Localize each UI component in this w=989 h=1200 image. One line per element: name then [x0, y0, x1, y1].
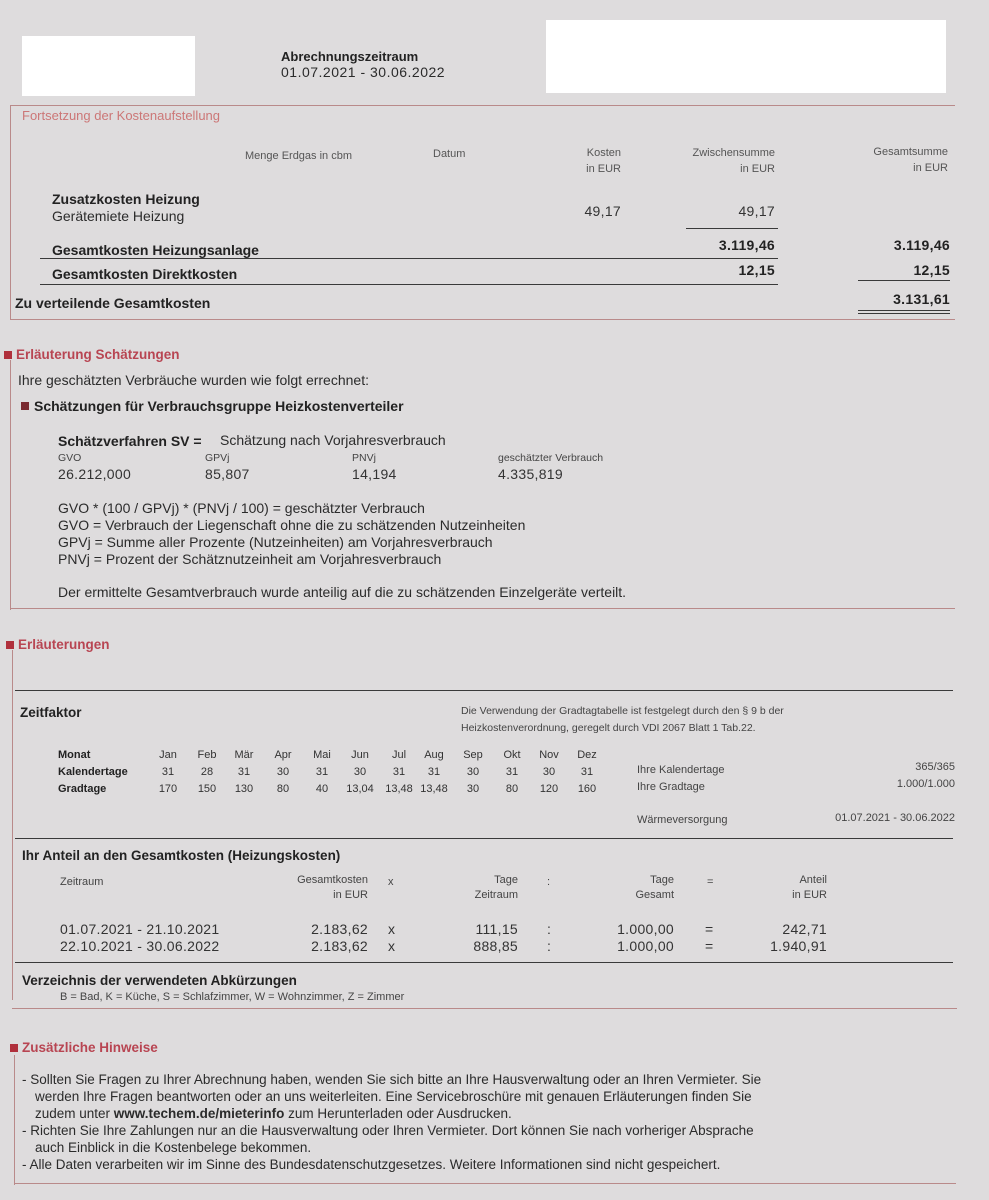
- month-cell: Sep: [463, 749, 483, 761]
- col-gesamtsumme-line2: in EUR: [913, 162, 948, 174]
- row-colon: :: [547, 938, 552, 954]
- ihre-kalendertage-label: Ihre Kalendertage: [637, 764, 725, 776]
- def-gvo: GVO = Verbrauch der Liegenschaft ohne die zu schätzenden Nutzeinheiten: [58, 517, 526, 533]
- col-tage-zeitraum: [430, 874, 518, 901]
- anteil-bottom-rule: [15, 962, 953, 963]
- techem-link[interactable]: www.techem.de/mieterinfo: [113, 1106, 285, 1121]
- schaetzungen-intro: Ihre geschätzten Verbräuche wurden wie folgt errechnet:: [18, 372, 369, 388]
- col-kosten-line2: in EUR: [586, 163, 621, 175]
- hinweise-line-3: [22, 1105, 761, 1122]
- costs-top-rule: [10, 105, 955, 106]
- gpvj-label: GPVj: [205, 452, 230, 464]
- direktkosten-rule: [40, 284, 778, 285]
- def-pnvj: PNVj = Prozent der Schätznutzeinheit am Vorjahresverbrauch: [58, 551, 442, 567]
- verteilend-gesamt: 3.131,61: [893, 291, 950, 307]
- zeitfaktor-title: Zeitfaktor: [20, 705, 82, 720]
- row-tage-gesamt: 1.000,00: [617, 938, 674, 954]
- period-value: 01.07.2021 - 30.06.2022: [281, 64, 446, 80]
- hinweise-body: [22, 1071, 761, 1173]
- waerme-value: 01.07.2021 - 30.06.2022: [835, 812, 955, 824]
- verteilend-double-rule-1: [858, 310, 950, 311]
- kalendertage-cell: 31: [315, 766, 329, 778]
- costs-left-rule: [10, 105, 11, 319]
- row-gradtage-label: Gradtage: [58, 783, 107, 795]
- col-gesamtsumme-line1: Gesamtsumme: [873, 146, 948, 158]
- abkuerzungen-title: Verzeichnis der verwendeten Abkürzungen: [22, 973, 297, 988]
- col-eq: =: [707, 876, 714, 888]
- month-cell: Jun: [351, 749, 369, 761]
- def-gpvj: GPVj = Summe aller Prozente (Nutzeinheiten) am Vorjahresverbrauch: [58, 534, 493, 550]
- month-cell: Apr: [274, 749, 292, 761]
- gvo-label: GVO: [58, 452, 82, 464]
- verteilend-label: Zu verteilende Gesamtkosten: [15, 295, 211, 311]
- row-eq: =: [705, 921, 714, 937]
- row-colon: :: [547, 921, 552, 937]
- geraetemiete-zwischen: 49,17: [738, 203, 775, 219]
- ihre-kalendertage-value: 365/365: [915, 761, 955, 773]
- col-tage-gesamt: [590, 874, 674, 901]
- redacted-sender-block: [546, 20, 946, 93]
- month-cell: Mai: [313, 749, 331, 761]
- hinweise-title: Zusätzliche Hinweise: [22, 1040, 158, 1055]
- gpvj-value: 85,807: [205, 466, 250, 482]
- gradtage-cell: 120: [539, 783, 559, 795]
- col-anteil-line2: in EUR: [792, 889, 827, 901]
- kalendertage-cell: 30: [276, 766, 290, 778]
- gradtage-cell: 150: [197, 783, 217, 795]
- anteil-title: Ihr Anteil an den Gesamtkosten (Heizungskosten): [22, 848, 341, 863]
- hinweise-bottom-rule: [14, 1183, 956, 1184]
- continuation-title: Fortsetzung der Kostenaufstellung: [22, 108, 221, 123]
- gradtage-cell: 160: [577, 783, 597, 795]
- row-gesamtkosten: 2.183,62: [311, 938, 368, 954]
- hinweise-line-5: auch Einblick in die Kostenbelege bekommen.: [35, 1140, 312, 1155]
- hinweise-line-3-pre: zudem unter: [35, 1106, 114, 1121]
- schaetzungen-title: Erläuterung Schätzungen: [16, 347, 180, 362]
- direktkosten-gesamt: 12,15: [913, 262, 950, 278]
- hinweise-left-rule: [14, 1055, 15, 1185]
- geraetemiete-kosten: 49,17: [584, 203, 621, 219]
- kalendertage-cell: 31: [505, 766, 519, 778]
- col-colon: :: [547, 876, 551, 888]
- heizungsanlage-gesamt: 3.119,46: [893, 237, 950, 253]
- row-anteil: 1.940,91: [770, 938, 827, 954]
- gradtage-cell: 40: [315, 783, 329, 795]
- hinweise-line-1: - Sollten Sie Fragen zu Ihrer Abrechnung haben, wenden Sie sich bitte an Ihre Hausverwaltung oder an Ihren Vermieter. Sie: [22, 1072, 762, 1087]
- col-datum: Datum: [433, 148, 466, 160]
- group-title: Schätzungen für Verbrauchsgruppe Heizkostenverteiler: [34, 398, 404, 414]
- pnvj-label: PNVj: [352, 452, 376, 464]
- gradtage-cell: 13,04: [346, 783, 374, 795]
- gvo-value: 26.212,000: [58, 466, 132, 482]
- kalendertage-cell: 31: [161, 766, 175, 778]
- month-cell: Mär: [234, 749, 254, 761]
- heizungsanlage-zwischen: 3.119,46: [718, 237, 775, 253]
- row-tage-zeitraum: 888,85: [473, 938, 518, 954]
- erlaeuterungen-bullet-icon: [6, 641, 14, 649]
- group-bullet-icon: [21, 402, 29, 410]
- abkuerzungen-text: B = Bad, K = Küche, S = Schlafzimmer, W = Wohnzimmer, Z = Zimmer: [60, 991, 405, 1003]
- zwischen-rule: [686, 228, 778, 229]
- col-zwischensumme-line1: Zwischensumme: [692, 147, 775, 159]
- geraetemiete-label: Gerätemiete Heizung: [52, 208, 185, 224]
- hinweise-bullet-icon: [10, 1044, 18, 1052]
- col-tage-gesamt-line2: Gesamt: [635, 889, 674, 901]
- gradtage-cell: 30: [466, 783, 480, 795]
- row-kalendertage-label: Kalendertage: [58, 766, 128, 778]
- waerme-label: Wärmeversorgung: [637, 814, 728, 826]
- month-cell: Dez: [577, 749, 597, 761]
- col-gesamtkosten-line1: Gesamtkosten: [297, 874, 368, 886]
- kalendertage-cell: 31: [427, 766, 441, 778]
- kalendertage-cell: 30: [353, 766, 367, 778]
- row-gesamtkosten: 2.183,62: [311, 921, 368, 937]
- col-anteil-line1: Anteil: [799, 874, 827, 886]
- formula: GVO * (100 / GPVj) * (PNVj / 100) = geschätzter Verbrauch: [58, 500, 425, 516]
- schaetzungen-bullet-icon: [4, 351, 12, 359]
- schaetzungen-left-rule: [10, 360, 11, 610]
- zeitfaktor-top-rule: [15, 690, 953, 691]
- kalendertage-cell: 30: [466, 766, 480, 778]
- pnvj-value: 14,194: [352, 466, 397, 482]
- col-gesamtkosten: [260, 874, 368, 901]
- hinweise-line-4: - Richten Sie Ihre Zahlungen nur an die Hausverwaltung oder Ihren Vermieter. Dort können Sie nach vorheriger Absprache: [22, 1123, 754, 1138]
- month-cell: Feb: [197, 749, 217, 761]
- schaetzungen-note: Der ermittelte Gesamtverbrauch wurde anteilig auf die zu schätzenden Einzelgeräte verteilt.: [58, 584, 627, 600]
- kalendertage-cell: 31: [392, 766, 406, 778]
- col-menge: Menge Erdgas in cbm: [245, 150, 352, 162]
- kalendertage-cell: 31: [237, 766, 251, 778]
- gradtage-cell: 170: [158, 783, 178, 795]
- row-eq: =: [705, 938, 714, 954]
- kalendertage-cell: 28: [200, 766, 214, 778]
- col-tage-gesamt-line1: Tage: [650, 874, 674, 886]
- hinweise-line-2: werden Ihre Fragen beantworten oder an uns weiterleiten. Eine Servicebroschüre mit genauen Erläuterungen finden Sie: [35, 1089, 752, 1104]
- gradtag-note-2: Heizkostenverordnung, geregelt durch VDI 2067 Blatt 1 Tab.22.: [461, 722, 756, 734]
- zusatz-title: Zusatzkosten Heizung: [52, 191, 200, 207]
- gradtage-cell: 13,48: [385, 783, 413, 795]
- col-gesamtsumme: [850, 146, 948, 174]
- verbrauch-value: 4.335,819: [498, 466, 563, 482]
- verfahren-label: Schätzverfahren SV =: [58, 433, 202, 449]
- gradtage-cell: 80: [505, 783, 519, 795]
- col-gesamtkosten-line2: in EUR: [333, 889, 368, 901]
- gesamt-rule: [858, 280, 950, 281]
- row-monat-label: Monat: [58, 749, 91, 761]
- row-x: x: [388, 921, 396, 937]
- direktkosten-label: Gesamtkosten Direktkosten: [52, 266, 238, 282]
- row-anteil: 242,71: [782, 921, 827, 937]
- row-tage-gesamt: 1.000,00: [617, 921, 674, 937]
- verteilend-double-rule-2: [858, 313, 950, 314]
- kalendertage-cell: 31: [580, 766, 594, 778]
- month-cell: Jul: [391, 749, 407, 761]
- row-zeitraum: 01.07.2021 - 21.10.2021: [60, 921, 220, 937]
- col-x: x: [388, 876, 394, 888]
- col-anteil: [740, 874, 827, 901]
- gradtag-note-1: Die Verwendung der Gradtagtabelle ist festgelegt durch den § 9 b der: [461, 705, 784, 717]
- costs-bottom-rule: [10, 319, 955, 320]
- col-tage-zeitraum-line2: Zeitraum: [474, 889, 518, 901]
- redacted-address-block: [22, 36, 195, 96]
- hinweise-line-6: - Alle Daten verarbeiten wir im Sinne des Bundesdatenschutzgesetzes. Weitere Informationen sind nicht gespeichert.: [22, 1157, 721, 1172]
- schaetzungen-bottom-rule: [10, 608, 955, 609]
- col-tage-zeitraum-line1: Tage: [494, 874, 518, 886]
- month-cell: Okt: [503, 749, 521, 761]
- gradtage-cell: 13,48: [420, 783, 448, 795]
- col-zwischensumme-line2: in EUR: [740, 163, 775, 175]
- erlaeuterungen-title: Erläuterungen: [18, 637, 110, 652]
- row-x: x: [388, 938, 396, 954]
- col-zwischensumme: [670, 147, 775, 175]
- erlaeuterungen-left-rule: [12, 650, 13, 1000]
- ihre-gradtage-value: 1.000/1.000: [896, 778, 955, 790]
- hinweise-line-3-post: zum Herunterladen oder Ausdrucken.: [284, 1106, 512, 1121]
- gradtage-cell: 80: [276, 783, 290, 795]
- direktkosten-zwischen: 12,15: [738, 262, 775, 278]
- col-kosten-line1: Kosten: [586, 147, 621, 159]
- col-zeitraum: Zeitraum: [60, 876, 104, 888]
- col-kosten: [540, 147, 621, 175]
- anteil-top-rule: [15, 838, 953, 839]
- month-cell: Jan: [159, 749, 177, 761]
- verfahren-value: Schätzung nach Vorjahresverbrauch: [220, 432, 446, 448]
- month-cell: Aug: [424, 749, 444, 761]
- ihre-gradtage-label: Ihre Gradtage: [637, 781, 705, 793]
- heizungsanlage-label: Gesamtkosten Heizungsanlage: [52, 242, 259, 258]
- heizungsanlage-rule: [40, 258, 778, 259]
- gradtage-cell: 130: [234, 783, 254, 795]
- erlaeuterungen-bottom-rule: [12, 1008, 957, 1009]
- month-cell: Nov: [539, 749, 559, 761]
- row-zeitraum: 22.10.2021 - 30.06.2022: [60, 938, 220, 954]
- kalendertage-cell: 30: [542, 766, 556, 778]
- row-tage-zeitraum: 111,15: [475, 921, 518, 937]
- period-label: Abrechnungszeitraum: [281, 49, 419, 64]
- verbrauch-label: geschätzter Verbrauch: [498, 452, 604, 464]
